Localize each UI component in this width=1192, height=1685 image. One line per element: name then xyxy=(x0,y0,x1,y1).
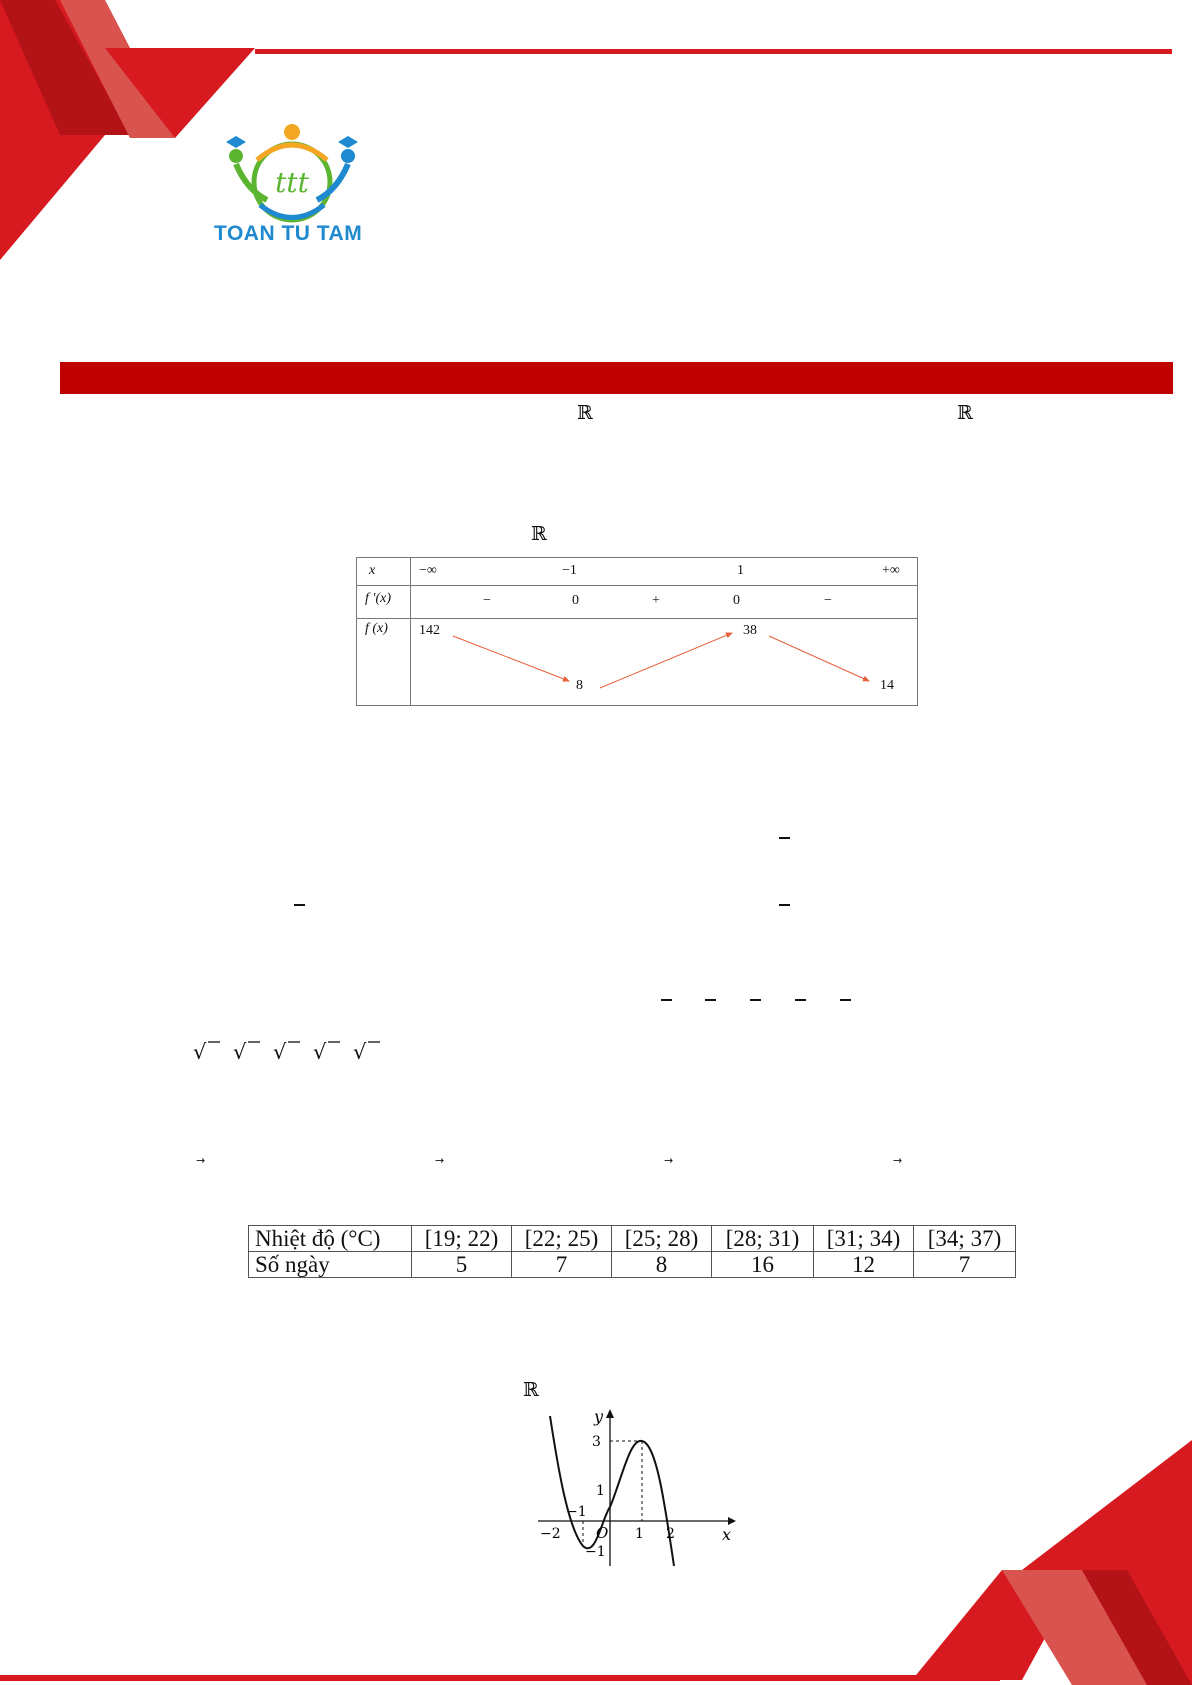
overbar xyxy=(294,904,305,906)
function-graph xyxy=(538,1408,738,1573)
origin-label: O xyxy=(596,1524,609,1542)
table-header: [22; 25) xyxy=(512,1226,612,1252)
logo-monogram: ttt xyxy=(275,166,309,199)
y-axis-arrow xyxy=(606,1409,614,1418)
row-label-function: f (x) xyxy=(365,621,388,636)
x-tick: −1 xyxy=(566,1504,587,1520)
table-header: [19; 22) xyxy=(412,1226,512,1252)
vector-arrow: → xyxy=(435,1154,445,1167)
y-tick: −1 xyxy=(585,1544,606,1560)
header-rule xyxy=(255,49,1172,54)
sqrt-symbol: √ xyxy=(193,1040,207,1064)
x-value: +∞ xyxy=(882,563,900,578)
table-header: [28; 31) xyxy=(712,1226,814,1252)
table-header: [31; 34) xyxy=(814,1226,914,1252)
vector-arrow: → xyxy=(196,1154,206,1167)
table-cell: 7 xyxy=(914,1252,1016,1278)
table-header: [25; 28) xyxy=(612,1226,712,1252)
x-tick: 2 xyxy=(666,1526,675,1542)
derivative-sign: + xyxy=(652,593,660,608)
overbar xyxy=(779,904,790,906)
derivative-sign: − xyxy=(824,593,832,608)
sqrt-overlines xyxy=(190,1040,390,1046)
table-cell: 8 xyxy=(612,1252,712,1278)
y-axis-label: y xyxy=(594,1408,604,1426)
reals-symbol: ℝ xyxy=(531,523,547,545)
overbar xyxy=(661,999,672,1001)
sqrt-symbol: √ xyxy=(313,1040,327,1064)
x-value: 1 xyxy=(737,563,744,578)
table-cell: 12 xyxy=(814,1252,914,1278)
f-value: 14 xyxy=(880,678,894,693)
table-cell: 16 xyxy=(712,1252,814,1278)
f-value: 38 xyxy=(743,623,757,638)
corner-decoration-bottom xyxy=(912,1440,1192,1685)
reals-symbol: ℝ xyxy=(957,402,973,424)
variation-arrows xyxy=(357,558,917,705)
derivative-sign: − xyxy=(483,593,491,608)
x-value: −1 xyxy=(562,563,577,578)
table-row xyxy=(249,1252,1016,1278)
f-value: 142 xyxy=(419,623,440,638)
table-cell: 7 xyxy=(512,1252,612,1278)
table-cell: 5 xyxy=(412,1252,512,1278)
overbar xyxy=(795,999,806,1001)
arrow-up xyxy=(600,633,732,688)
overbar xyxy=(750,999,761,1001)
row-label-derivative: f ′(x) xyxy=(365,591,391,606)
footer-rule xyxy=(0,1675,1000,1681)
y-tick: 1 xyxy=(596,1483,605,1499)
variation-table xyxy=(356,557,918,706)
overbar xyxy=(840,999,851,1001)
vector-arrow: → xyxy=(893,1154,903,1167)
derivative-sign: 0 xyxy=(733,593,740,608)
logo-text: TOAN TU TAM xyxy=(214,222,363,245)
x-axis-arrow xyxy=(728,1517,736,1525)
x-value: −∞ xyxy=(419,563,437,578)
arrow-down xyxy=(453,636,569,681)
temperature-table xyxy=(248,1225,1016,1278)
table-header: [34; 37) xyxy=(914,1226,1016,1252)
function-curve xyxy=(550,1416,674,1566)
derivative-sign: 0 xyxy=(572,593,579,608)
x-tick: −2 xyxy=(540,1526,561,1542)
table-row xyxy=(249,1226,1016,1252)
reals-symbol: ℝ xyxy=(577,402,593,424)
reals-symbol: ℝ xyxy=(523,1379,539,1401)
sqrt-symbol: √ xyxy=(273,1040,287,1064)
section-banner xyxy=(60,362,1173,394)
f-value: 8 xyxy=(576,678,583,693)
table-header: Nhiệt độ (°C) xyxy=(249,1226,412,1252)
arrow-down xyxy=(769,636,869,681)
overbar xyxy=(705,999,716,1001)
sqrt-symbol: √ xyxy=(233,1040,247,1064)
overbar xyxy=(779,837,790,839)
y-tick: 3 xyxy=(592,1434,601,1450)
row-label-x: x xyxy=(369,563,376,578)
vector-arrow: → xyxy=(664,1154,674,1167)
x-axis-label: x xyxy=(722,1525,732,1544)
row-label: Số ngày xyxy=(249,1252,412,1278)
sqrt-symbol: √ xyxy=(353,1040,367,1064)
x-tick: 1 xyxy=(635,1526,644,1542)
